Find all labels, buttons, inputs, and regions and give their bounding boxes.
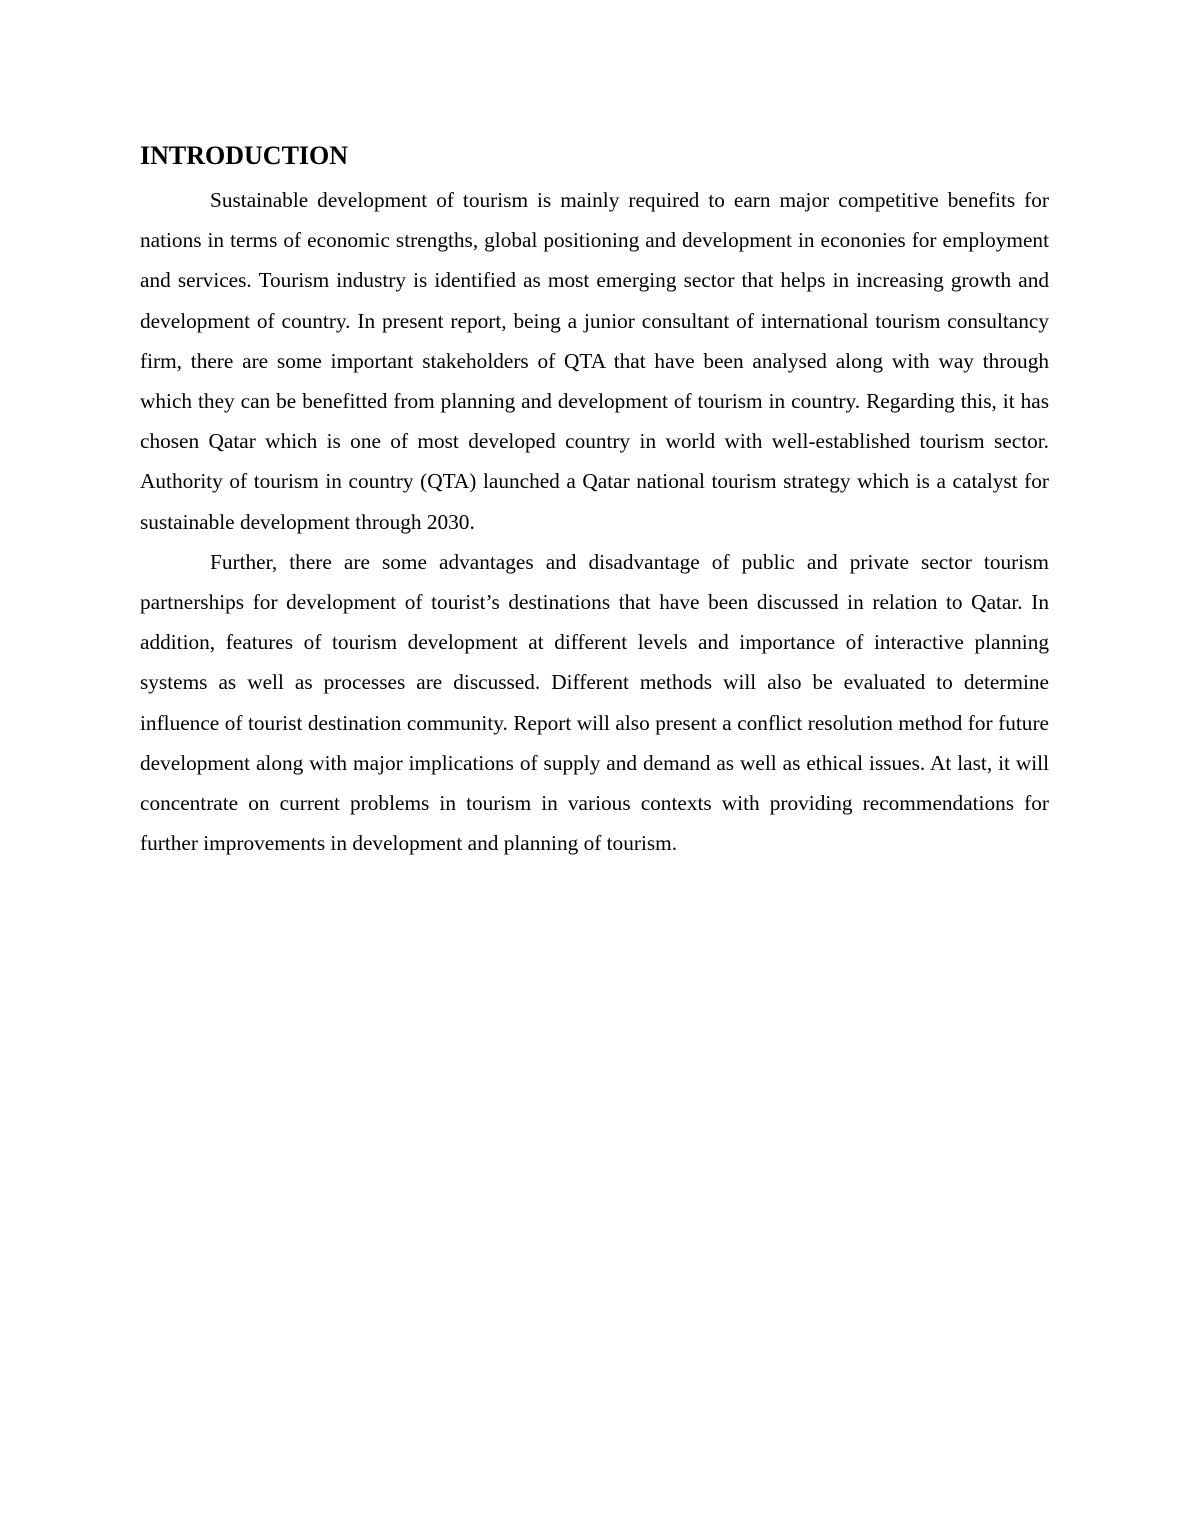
paragraph-1: Sustainable development of tourism is mainly required to earn major competitive benefits for nations in terms of economic strengths, global positioning and development in econonies for employment and services. Tourism industry is identified as most emerging sector that helps in increasing growth and development of country. In present report, being a junior consultant of international tourism consultancy firm, there are some important stakeholders of QTA that have been analysed along with way through which they can be benefitted from planning and development of tourism in country. Regarding this, it has chosen Qatar which is one of most developed country in world with well-established tourism sector. Authority of tourism in country (QTA) launched a Qatar national tourism strategy which is a catalyst for sustainable development through 2030. bbox=[140, 188, 1049, 534]
document-body bbox=[140, 138, 1049, 863]
paragraph-2: Further, there are some advantages and disadvantage of public and private sector tourism partnerships for development of tourist’s destinations that have been discussed in relation to Qatar. In addition, features of tourism development at different levels and importance of interactive planning systems as well as processes are discussed. Different methods will also be evaluated to determine influence of tourist destination community. Report will also present a conflict resolution method for future development along with major implications of supply and demand as well as ethical issues. At last, it will concentrate on current problems in tourism in various contexts with providing recommendations for further improvements in development and planning of tourism. bbox=[140, 549, 1049, 856]
section-heading: INTRODUCTION bbox=[140, 141, 349, 170]
